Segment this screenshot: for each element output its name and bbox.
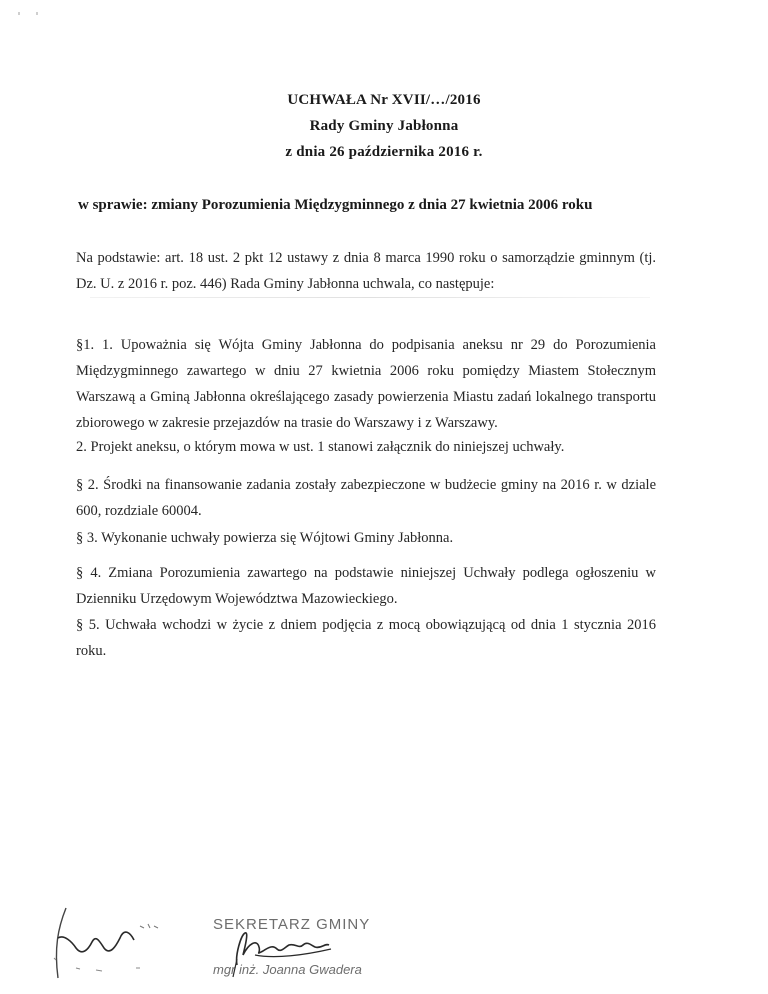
stamp-title: SEKRETARZ GMINY xyxy=(213,916,371,933)
section-2: § 2. Środki na finansowanie zadania zostały zabezpieczone w budżecie gminy na 2016 r. w dziale 600, rozdziale 60004. xyxy=(76,477,656,519)
section-4: § 4. Zmiana Porozumienia zawartego na podstawie niniejszej Uchwały podlega ogłoszeniu w Dzienniku Urzędowym Województwa Mazowieckiego. xyxy=(76,565,656,607)
section-1-paragraph-2: 2. Projekt aneksu, o którym mowa w ust. 1 stanowi załącznik do niniejszej uchwały. xyxy=(76,439,565,455)
resolution-subject: w sprawie: zmiany Porozumienia Międzygminnego z dnia 27 kwietnia 2006 roku xyxy=(78,197,593,213)
legal-basis: Na podstawie: art. 18 ust. 2 pkt 12 ustawy z dnia 8 marca 1990 roku o samorządzie gminnym (tj. Dz. U. z 2016 r. poz. 446) Rada Gminy Jabłonna uchwala, co następuje: xyxy=(76,250,656,292)
scan-artifact xyxy=(36,12,38,15)
resolution-title: UCHWAŁA Nr XVII/…/2016 xyxy=(287,92,481,108)
handwritten-signature-left xyxy=(36,898,186,988)
section-3: § 3. Wykonanie uchwały powierza się Wójtowi Gminy Jabłonna. xyxy=(76,530,454,546)
issuing-body: Rady Gminy Jabłonna xyxy=(309,118,459,134)
scan-artifact xyxy=(18,12,20,15)
section-1-paragraph-1: §1. 1. Upoważnia się Wójta Gminy Jabłonna do podpisania aneksu nr 29 do Porozumienia Międzygminnego zawartego w dniu 27 kwietnia 2006 roku pomiędzy Miastem Stołecznym Warszawą a Gminą Jabłonna określającego zasady powierzenia Miastu zadań lokalnego transportu zbiorowego w zakresie przejazdów na trasie do Warszawy i z Warszawy. xyxy=(76,337,656,431)
resolution-date: z dnia 26 października 2016 r. xyxy=(285,144,483,160)
section-5: § 5. Uchwała wchodzi w życie z dniem podjęcia z mocą obowiązującą od dnia 1 stycznia 2016 roku. xyxy=(76,617,656,659)
stamp-name: mgr inż. Joanna Gwadera xyxy=(213,962,362,977)
scan-line-artifact xyxy=(90,297,650,298)
handwritten-signature-right xyxy=(215,925,365,980)
